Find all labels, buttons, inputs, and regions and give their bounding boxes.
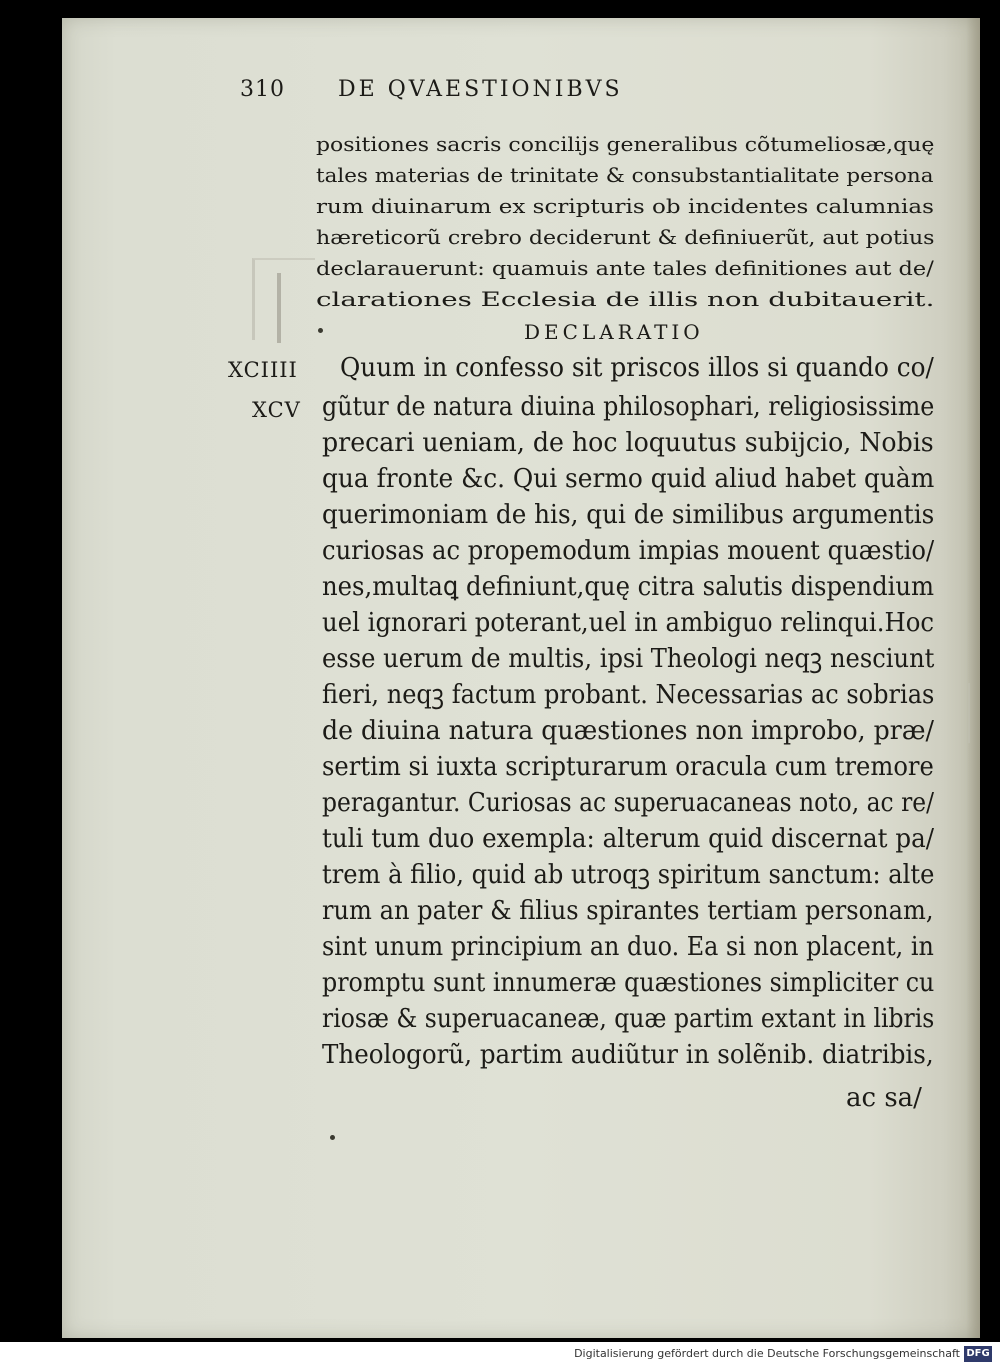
section-heading: DECLARATIO [524,320,704,344]
ink-speck [330,1135,335,1140]
text-line: qua fronte &c. Qui sermo quid aliud habet quàm [322,464,935,494]
page-edge-shadow [966,18,980,1338]
text-line: declarauerunt: quamuis ante tales definitiones aut de/ [316,256,934,280]
margin-note: XCV [252,398,301,422]
text-line: peragantur. Curiosas ac superuacaneas noto, ac re/ [322,788,934,818]
text-line: sertim si iuxta scripturarum oracula cum tremore [322,752,934,782]
text-line: hæreticorũ crebro deciderunt & definiuerũt, aut potius [316,225,935,249]
bleed-through-mark [277,273,281,343]
text-line: riosæ & superuacaneæ, quæ partim extant in libris [322,1004,935,1034]
footer-bar [0,1342,1000,1366]
margin-note: XCIIII [228,358,298,382]
text-line: nes,multaꝗ definiunt,quę citra salutis dispendium [322,572,935,602]
text-line: gũtur de natura diuina philosophari, religiosissime [322,392,935,422]
text-line: rum an pater & filius spirantes tertiam personam, [322,896,934,926]
text-line: tales materias de trinitate & consubstantialitate persona [316,163,934,187]
text-line: uel ignorari poterant,uel in ambiguo relinqui.Hoc [322,608,935,638]
text-line: positiones sacris concilijs generalibus cõtumeliosæ,quę [316,132,935,156]
bleed-through-mark [252,258,315,340]
text-line: sint unum principium an duo. Ea si non placent, in [322,932,934,962]
bleed-through-mark [932,683,970,743]
text-line: fieri, neqꝫ factum probant. Necessarias ac sobrias [322,680,935,710]
funding-credit: Digitalisierung gefördert durch die Deutsche Forschungsgemeinschaft [574,1347,960,1360]
text-line: esse uerum de multis, ipsi Theologi neqꝫ nesciunt [322,644,935,674]
text-line: Theologorũ, partim audiũtur in solẽnib. diatribis, [322,1040,934,1070]
text-line: promptu sunt innumeræ quæstiones simpliciter cu [322,968,935,998]
text-line: rum diuinarum ex scripturis ob incidentes calumnias [316,194,934,218]
running-head [240,74,800,106]
text-line: de diuina natura quæstiones non improbo, præ/ [322,716,934,746]
text-line: Quum in confesso sit priscos illos si quando co/ [340,353,934,383]
text-line: trem à filio, quid ab utroqꝫ spiritum sanctum: alte [322,860,935,890]
ink-speck [318,328,323,333]
text-line: tuli tum duo exempla: alterum quid discernat pa/ [322,824,934,854]
page-number: 310 [240,77,285,102]
dfg-logo: DFG [964,1346,992,1362]
catchword: ac sa/ [846,1083,922,1113]
running-title: DE QVAESTIONIBVS [338,77,623,102]
text-line: querimoniam de his, qui de similibus argumentis [322,500,935,530]
text-line: curiosas ac propemodum impias mouent quæstio/ [322,536,935,566]
text-line: clarationes Ecclesia de illis non dubitauerit. [316,287,935,311]
text-line: precari ueniam, de hoc loquutus subijcio, Nobis [322,428,934,458]
